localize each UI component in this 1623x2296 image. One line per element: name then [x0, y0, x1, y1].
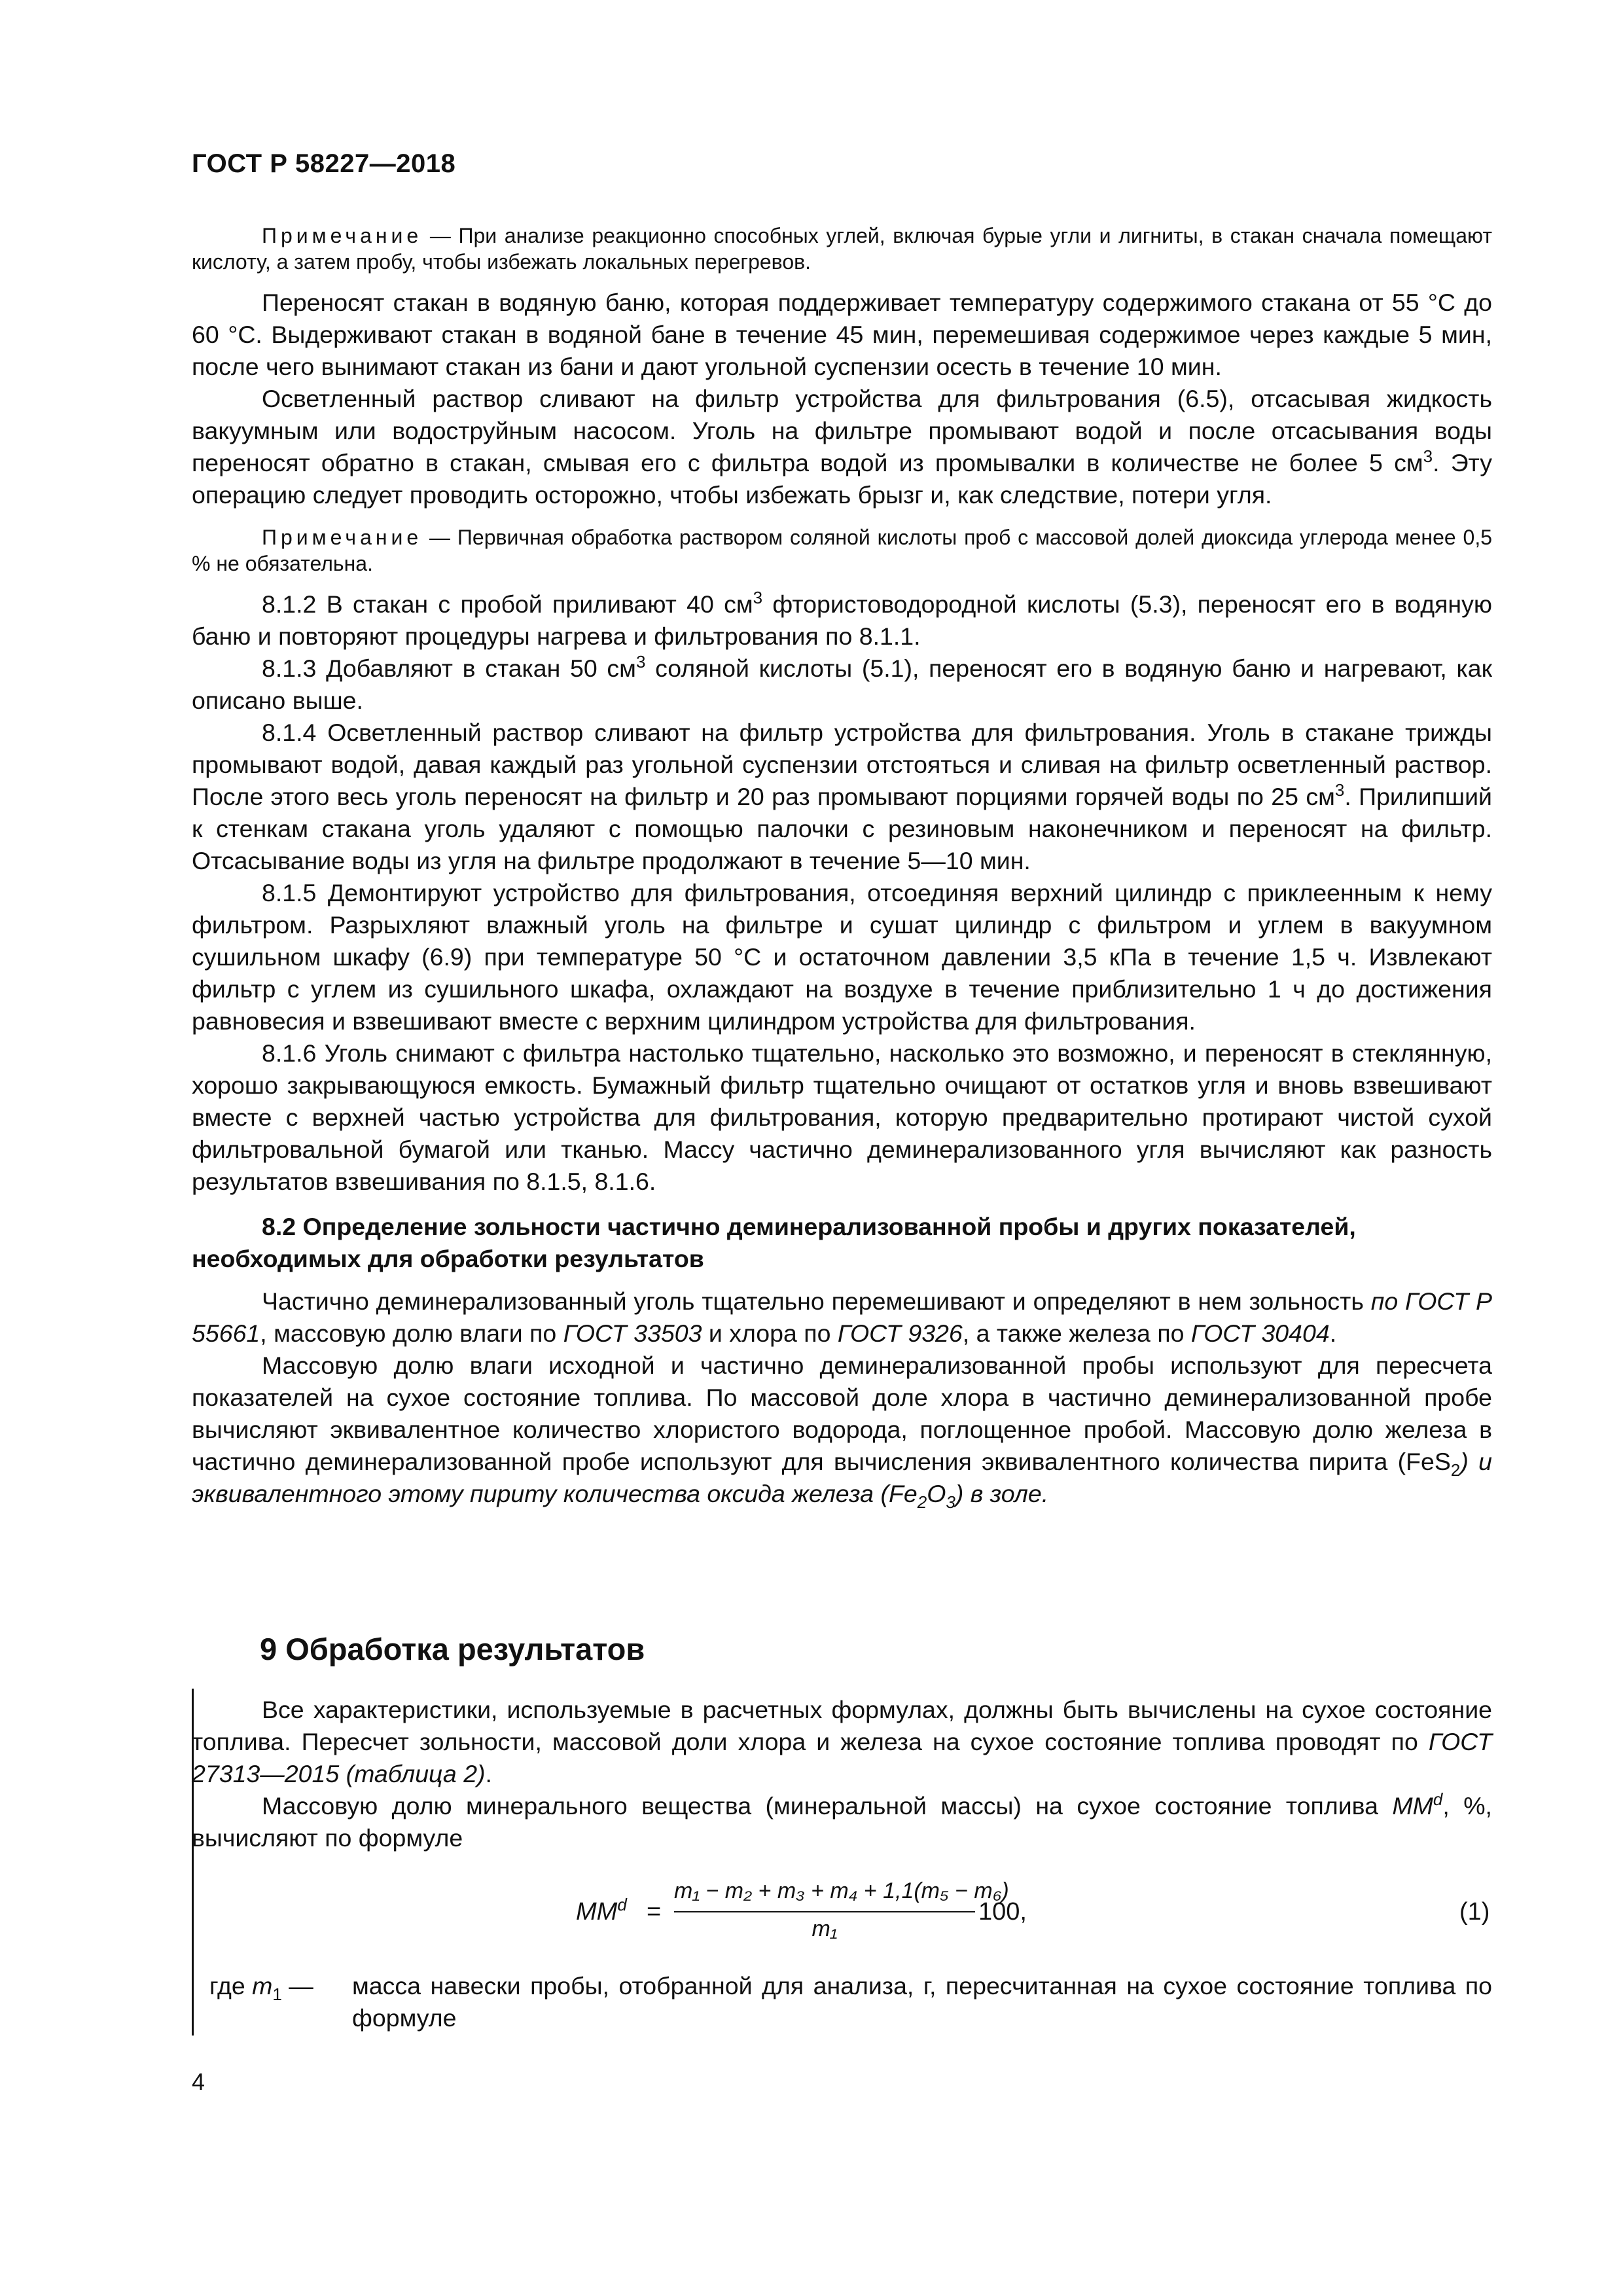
section-heading-8-2: 8.2 Определение зольности частично деминерализованной пробы и других показателей, необходимых для обработки результатов: [192, 1213, 1356, 1272]
text-run: соляной кислоты (5.1), переносят его в водяную баню и нагревают, как описано выше.: [192, 655, 1492, 714]
note-1: [192, 223, 1492, 275]
paragraph-8-2-b: [192, 1350, 1492, 1510]
text-run: , массовую долю влаги по: [260, 1319, 563, 1347]
text-run: где: [209, 1972, 253, 2000]
note-2: [192, 524, 1492, 577]
subscript: 2: [917, 1492, 927, 1512]
text-run: . Эту операцию следует проводить осторожно, чтобы избежать брызг и, как следствие, потери угля.: [192, 449, 1492, 509]
text-run: Массовую долю влаги исходной и частично деминерализованной пробы используют для пересчета показателей на сухое состояние топлива. По массовой доле хлора в частично деминерализованной пробе вычисляют эквивалентное количество хлористого водорода, поглощенное пробой. Массовую долю железа в частично деминерализованной пробе используют для вычисления эквивалентного количества пирита (FeS: [192, 1352, 1492, 1475]
paragraph-9-a: [192, 1694, 1492, 1790]
subscript: 3: [946, 1492, 955, 1512]
superscript: d: [1433, 1789, 1443, 1809]
paragraph: Переносят стакан в водяную баню, которая поддерживает температуру содержимого стакана от 55 °С до 60 °С. Выдерживают стакан в водяной бане в течение 45 мин, перемешивая содержимое через каждые 5 мин, после чего вынимают стакан из бани и дают угольной суспензии осесть в течение 10 мин.: [192, 289, 1492, 380]
paragraph-8-2-a: [192, 1285, 1492, 1350]
superscript: 3: [635, 652, 646, 672]
text-run: 8.1.2 В стакан с пробой приливают 40 см: [262, 590, 753, 618]
clause-8-1-2: [192, 588, 1492, 653]
clause-8-1-4: [192, 717, 1492, 877]
subscript: 1: [272, 1984, 282, 2004]
text-run: и хлора по: [702, 1319, 838, 1347]
text-run: .: [1329, 1319, 1337, 1347]
subscript: 2: [1450, 1460, 1461, 1480]
text-run: Частично деминерализованный уголь тщательно перемешивают и определяют в нем зольность: [262, 1287, 1371, 1315]
note-text: — При анализе реакционно способных углей, включая бурые угли и лигниты, в стакан сначала помещают кислоту, а затем пробу, чтобы избежать локальных перегревов.: [192, 224, 1492, 274]
clause-8-1-5: 8.1.5 Демонтируют устройство для фильтрования, отсоединяя верхний цилиндр с приклеенным к нему фильтром. Разрыхляют влажный уголь на фильтре и сушат цилиндр с фильтром и углем в вакуумном сушильном шкафу (6.9) при температуре 50 °С и остаточном давлении 3,5 кПа в течение 1,5 ч. Извлекают фильтр с углем из сушильного шкафа, охлаждают на воздухе в течение приблизительно 1 ч до достижения равновесия и взвешивают вместе с верхним цилиндром устройства для фильтрования.: [192, 879, 1492, 1035]
section-9-text: [192, 1694, 1492, 1854]
text-run: —: [281, 1972, 313, 2000]
text-run: 8.1.3 Добавляют в стакан 50 см: [262, 655, 636, 682]
where-definition: масса навески пробы, отобранной для анализа, г, пересчитанная на сухое состояние топлива по формуле: [352, 1972, 1492, 2032]
fraction-line: [674, 1911, 975, 1912]
note-label: Примечание: [262, 224, 423, 247]
clause-8-1-6: 8.1.6 Уголь снимают с фильтра настолько тщательно, насколько это возможно, и переносят в стеклянную, хорошо закрывающуюся емкость. Бумажный фильтр тщательно очищают от остатков угля и вновь взвешивают вместе с верхней частью устройства для фильтрования, которую предварительно протирают чистой сухой фильтровальной бумагой или тканью. Массу частично деминерализованного угля вычисляют как разность результатов взвешивания по 8.1.5, 8.1.6.: [192, 1039, 1492, 1195]
paragraph-9-b: [192, 1790, 1492, 1854]
formula-1: [576, 1878, 1505, 1957]
text-run: фтористоводородной кислоты (5.3), переносят его в водяную баню и повторяют процедуры нагрева и фильтрования по 8.1.1.: [192, 590, 1492, 650]
main-text: [192, 223, 1492, 1510]
clause-8-1-3: [192, 653, 1492, 717]
superscript: 3: [1334, 780, 1345, 800]
standard-reference: ГОСТ 30404: [1190, 1319, 1330, 1347]
section-heading-9: 9 Обработка результатов: [260, 1632, 645, 1666]
superscript: d: [617, 1895, 627, 1914]
text-run: Массовую долю минерального вещества (минеральной массы) на сухое состояние топлива: [262, 1792, 1393, 1820]
text-run: 8.1.4 Осветленный раствор сливают на фильтр устройства для фильтрования. Уголь в стакане трижды промывают водой, давая каждый раз угольной суспензии отстояться и сливая на фильтр осветленный раствор. После этого весь уголь переносят на фильтр и 20 раз промывают порциями горячей воды по 25 см: [192, 719, 1492, 810]
text-run: Осветленный раствор сливают на фильтр устройства для фильтрования (6.5), отсасывая жидкость вакуумным или водоструйным насосом. Уголь на фильтре промывают водой и после отсасывания воды переносят обратно в стакан, смывая его с фильтра водой из промывалки в количестве не более 5 см: [192, 385, 1492, 476]
superscript: 3: [1423, 446, 1433, 466]
text-run: , %, вычисляют по формуле: [192, 1792, 1492, 1852]
document-header: ГОСТ Р 58227—2018: [192, 149, 456, 178]
text-run: , а также железа по: [962, 1319, 1191, 1347]
text-run: O: [927, 1480, 946, 1507]
formula-symbol: MM: [1392, 1792, 1433, 1820]
note-text: — Первичная обработка раствором соляной кислоты проб с массовой долей диоксида углерода менее 0,5 % не обязательна.: [192, 526, 1492, 575]
standard-reference: ГОСТ 27313—2015 (таблица 2): [192, 1728, 1492, 1787]
page-number: 4: [192, 2068, 205, 2095]
formula-number: (1): [1459, 1898, 1490, 1926]
formula-multiplier: 100,: [978, 1898, 1027, 1926]
formula-lhs-symbol: MM: [576, 1898, 618, 1926]
text-run: Все характеристики, используемые в расчетных формулах, должны быть вычислены на сухое состояние топлива. Пересчет зольности, массовой доли хлора и железа на сухое состояние топлива проводят по: [192, 1696, 1492, 1755]
standard-reference: ГОСТ 33503: [563, 1319, 702, 1347]
text-run: .: [485, 1760, 492, 1787]
text-run: ) в золе.: [955, 1480, 1049, 1507]
note-label: Примечание: [262, 526, 423, 549]
text-run: ) и эквивалентного этому пириту количества оксида железа (Fe: [192, 1448, 1492, 1507]
paragraph: [192, 383, 1492, 511]
superscript: 3: [753, 588, 763, 607]
formula-equals: =: [647, 1898, 662, 1926]
variable: m: [252, 1972, 273, 2000]
standard-reference: по ГОСТ Р 55661: [192, 1287, 1492, 1347]
formula-numerator: m₁ − m₂ + m₃ + m₄ + 1,1(m₅ − m₆): [674, 1878, 1009, 1903]
formula-denominator: m₁: [812, 1916, 838, 1941]
formula-lhs: [576, 1895, 627, 1926]
where-term: [209, 1970, 313, 2002]
text-run: . Прилипший к стенкам стакана уголь удаляют с помощью палочки с резиновым наконечником и переносят на фильтр. Отсасывание воды из угля на фильтре продолжают в течение 5—10 мин.: [192, 783, 1492, 874]
standard-reference: ГОСТ 9326: [837, 1319, 963, 1347]
